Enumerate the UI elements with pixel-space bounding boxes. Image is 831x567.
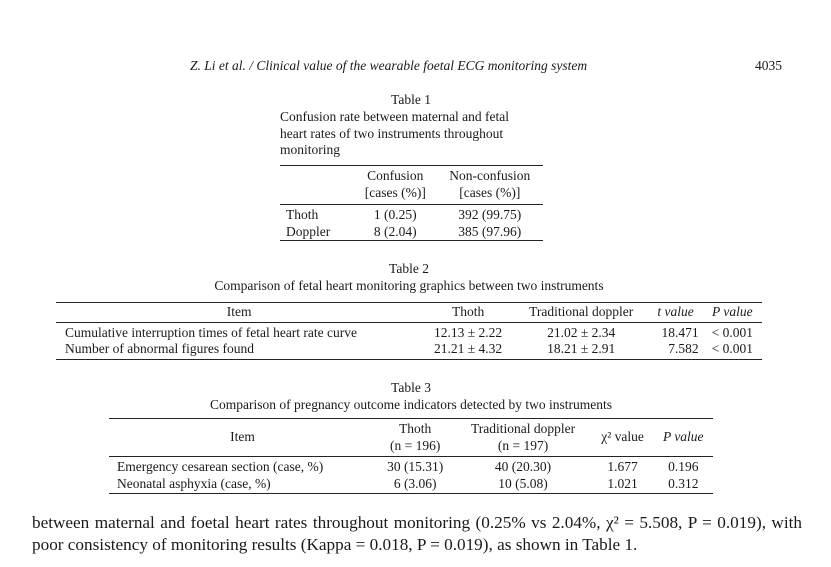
table2-cell: Number of abnormal figures found [65, 341, 254, 356]
table1 [280, 165, 543, 241]
table2 [56, 302, 762, 360]
table-row [109, 457, 713, 476]
table3-cell: 0.312 [668, 475, 699, 491]
table3 [109, 418, 713, 494]
table1-header-cell: [cases (%)] [459, 184, 521, 200]
table1-cell: 8 (2.04) [373, 223, 417, 239]
running-title: Z. Li et al. / Clinical value of the wearable foetal ECG monitoring system [190, 58, 588, 73]
table1-caption-line: Confusion rate between maternal and fetal [280, 109, 510, 124]
table-row [109, 476, 713, 494]
table3-header-cell: Thoth [399, 421, 432, 436]
table1-header-cell: Confusion [367, 168, 424, 183]
table2-cell: 18.471 [661, 324, 699, 340]
table3-cell: 30 (15.31) [387, 459, 444, 474]
table3-header-row [109, 419, 713, 438]
table1-cell: Thoth [286, 207, 319, 222]
table1-header-row [280, 166, 543, 185]
table1-header-cell [280, 185, 354, 205]
page-number: 4035 [755, 58, 782, 73]
table1-cell: 385 (97.96) [458, 223, 522, 239]
table3-label: Table 3 [391, 380, 431, 395]
table2-cell: < 0.001 [711, 324, 754, 340]
table1-cell: Doppler [286, 223, 331, 239]
table2-label: Table 2 [389, 261, 429, 276]
table2-header-cell: t value [657, 304, 694, 319]
table3-cell: 10 (5.08) [498, 475, 548, 491]
table2-cell: 18.21 ± 2.91 [547, 341, 616, 356]
table2-cell: 21.21 ± 4.32 [434, 341, 503, 356]
table2-header-cell: Thoth [451, 304, 485, 319]
table2-header-cell: P value [712, 304, 753, 319]
table2-cell: Cumulative interruption times of fetal heart rate curve [65, 324, 358, 340]
table1-header-cell: Non-confusion [449, 168, 531, 183]
table3-header-cell: Item [230, 429, 255, 445]
table2-cell: 21.02 ± 2.34 [547, 324, 616, 340]
table1-header-cell: [cases (%)] [364, 184, 426, 200]
table3-cell: 6 (3.06) [393, 475, 437, 491]
table3-cell: Neonatal asphyxia (case, %) [117, 475, 271, 491]
table-row [280, 205, 543, 224]
table1-caption-line: monitoring [280, 142, 340, 157]
table-row [56, 322, 762, 341]
table3-cell: 40 (20.30) [494, 459, 552, 474]
table2-header-cell: Item [226, 304, 252, 319]
table3-cell: 1.021 [607, 475, 638, 491]
table3-caption: Comparison of pregnancy outcome indicators detected by two instruments [210, 397, 612, 412]
table3-cell: 0.196 [668, 459, 699, 474]
table3-cell: 1.677 [607, 459, 638, 474]
table1-caption [280, 109, 550, 159]
running-header [0, 58, 831, 74]
table2-cell: 7.582 [668, 341, 699, 356]
table1-label: Table 1 [391, 92, 431, 107]
table-row [280, 224, 543, 241]
table1-cell: 392 (99.75) [458, 207, 522, 222]
table2-cell: < 0.001 [711, 341, 754, 356]
table1-header-cell [280, 166, 354, 185]
table3-header-cell: (n = 197) [497, 437, 549, 453]
table1-header-row [280, 185, 543, 205]
table3-header-cell: P value [662, 429, 704, 445]
table3-cell: Emergency cesarean section (case, %) [117, 459, 324, 474]
table2-header-cell: Traditional doppler [529, 304, 634, 319]
table2-header-row [56, 303, 762, 323]
table2-cell: 12.13 ± 2.22 [434, 324, 503, 340]
table3-header-cell: χ² value [601, 429, 644, 445]
table2-caption: Comparison of fetal heart monitoring graphics between two instruments [214, 278, 604, 293]
table3-header-cell: (n = 196) [390, 437, 441, 453]
table3-header-cell: Traditional doppler [470, 421, 576, 436]
table1-caption-line: heart rates of two instruments throughout [280, 125, 504, 141]
table1-cell: 1 (0.25) [373, 207, 417, 222]
table-row [56, 341, 762, 359]
body-paragraph: between maternal and foetal heart rates throughout monitoring (0.25% vs 2.04%, χ² = 5.508, P = 0.019), with poor consistency of monitoring results (Kappa = 0.018, P = 0.019), as shown in Table 1. [32, 513, 802, 554]
